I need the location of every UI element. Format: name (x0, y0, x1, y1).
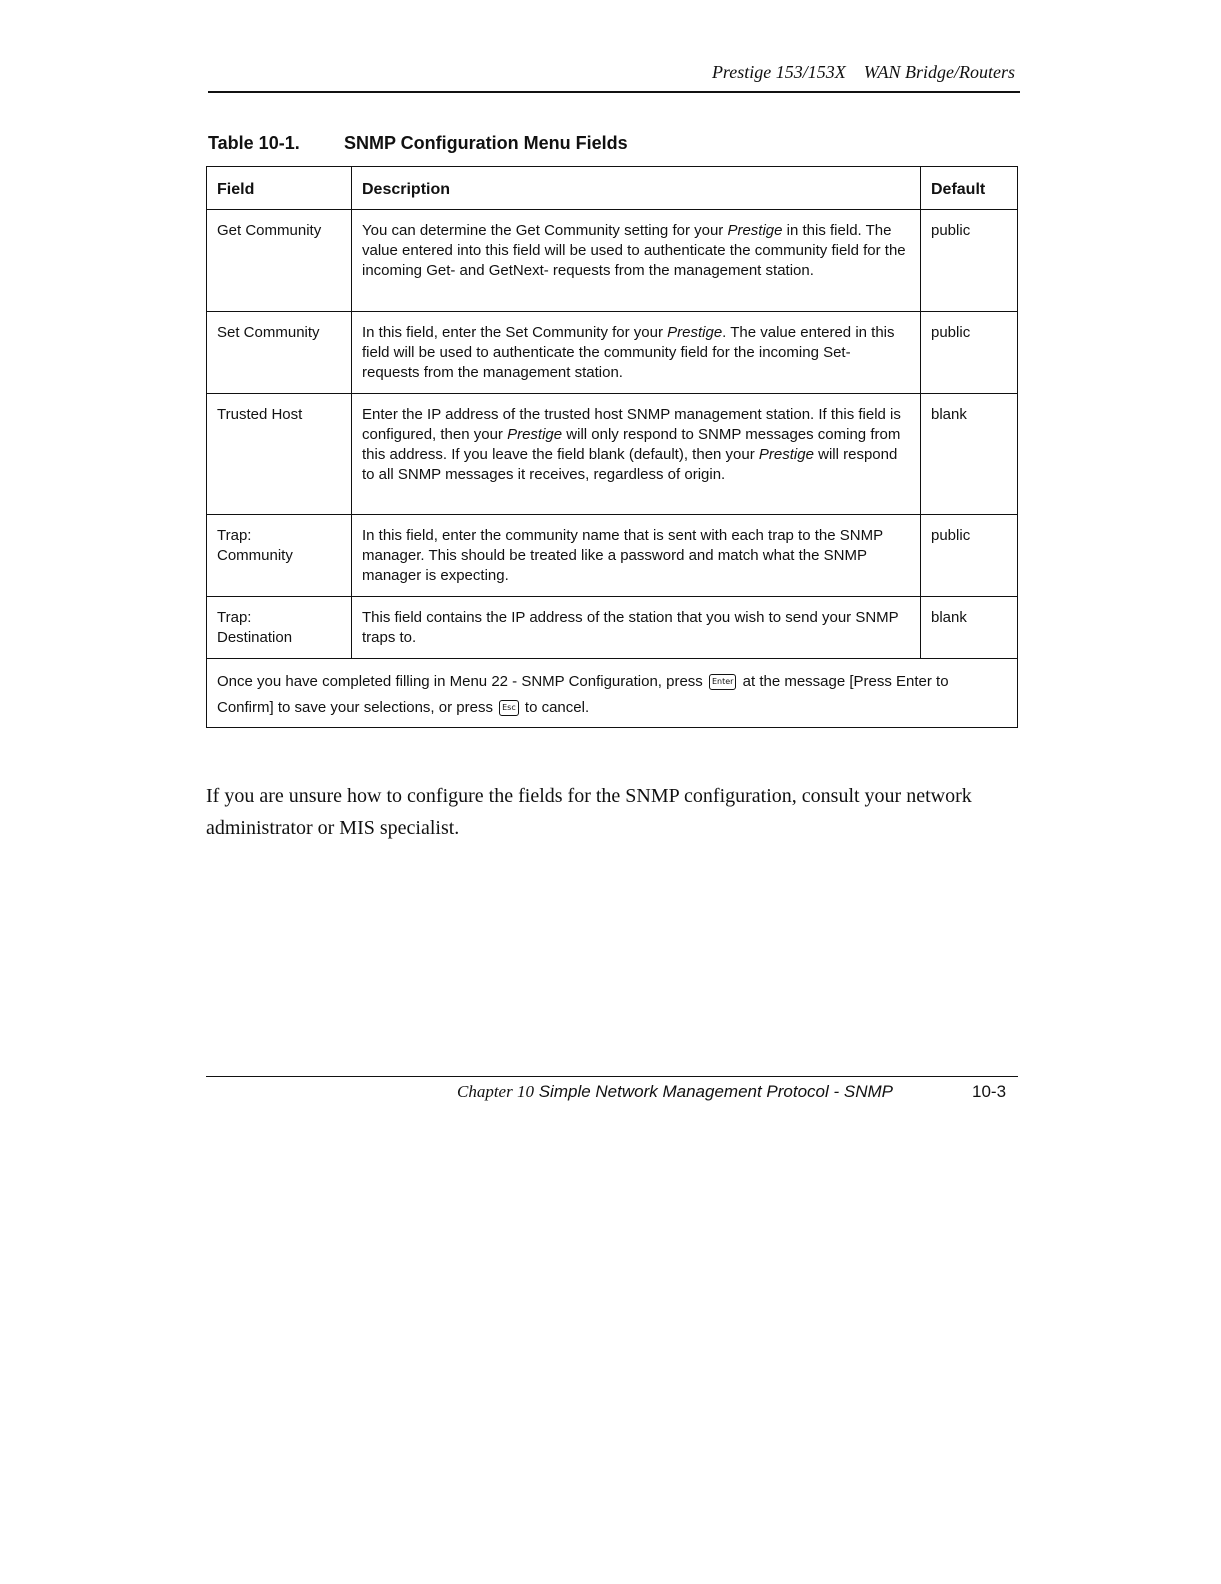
field-cell: Trusted Host (207, 394, 352, 515)
header-product: Prestige 153/153X (711, 62, 846, 82)
product-name: Prestige (758, 446, 814, 463)
default-cell: blank (921, 394, 1018, 515)
field-label-line: Trap: (217, 527, 252, 544)
default-cell: public (921, 210, 1018, 312)
product-name: Prestige (507, 426, 563, 443)
table-row-trap-destination (207, 597, 1018, 659)
field-cell: Set Community (207, 312, 352, 394)
table-row-trusted-host (207, 394, 1018, 515)
description-text: will respond to all SNMP messages it receives, regardless of origin. (362, 446, 898, 483)
description-text: will only respond to SNMP messages coming from this address. If you leave the field blank (default), then your (362, 426, 901, 463)
description-cell: This field contains the IP address of the station that you wish to send your SNMP traps to. (352, 597, 921, 659)
field-cell: Get Community (207, 210, 352, 312)
table-caption (208, 133, 628, 154)
table-note (207, 659, 1018, 728)
default-cell: blank (921, 597, 1018, 659)
field-label-line: Community (217, 547, 293, 564)
description-text: in this field. The value entered into this field will be used to authenticate the community field for the incoming Get- and GetNext- requests from the management station. (362, 222, 906, 279)
table-title: SNMP Configuration Menu Fields (344, 133, 628, 153)
note-text: Once you have completed filling in Menu 22 - SNMP Configuration, press (217, 673, 707, 690)
chapter-number: Chapter 10 (457, 1082, 534, 1101)
snmp-fields-table (206, 166, 1018, 728)
header-subtitle: WAN Bridge/Routers (863, 62, 1015, 82)
chapter-title: Simple Network Management Protocol - SNMP (538, 1082, 894, 1101)
table-row-set-community (207, 312, 1018, 394)
note-text: at the message [Press Enter to Confirm] to save your selections, or press (217, 673, 949, 716)
field-label-line: Destination (217, 629, 293, 646)
column-header-description: Description (352, 167, 921, 210)
table-row-trap-community (207, 515, 1018, 597)
table-number: Table 10-1. (208, 133, 300, 153)
default-cell: public (921, 312, 1018, 394)
description-text: In this field, enter the Set Community for your (362, 324, 668, 341)
column-header-field: Field (207, 167, 352, 210)
description-cell: In this field, enter the community name that is sent with each trap to the SNMP manager. This should be treated like a password and match what the SNMP manager is expecting. (352, 515, 921, 597)
field-cell (207, 597, 352, 659)
description-cell (352, 210, 921, 312)
note-text: to cancel. (520, 699, 590, 716)
product-name: Prestige (667, 324, 723, 341)
footer-rule (206, 1076, 1018, 1077)
esc-key-icon: Esc (499, 700, 519, 716)
page-number: 10-3 (972, 1082, 1007, 1101)
description-text: . The value entered in this field will be used to authenticate the community field for the incoming Set- requests from the management station. (362, 324, 895, 381)
enter-key-icon: Enter (709, 674, 736, 690)
description-cell (352, 312, 921, 394)
product-name: Prestige (727, 222, 783, 239)
description-text: Enter the IP address of the trusted host SNMP management station. If this field is configured, then your (362, 406, 901, 443)
table-header-row (207, 167, 1018, 210)
field-cell (207, 515, 352, 597)
column-header-default: Default (921, 167, 1018, 210)
description-text: You can determine the Get Community setting for your (362, 222, 728, 239)
field-label-line: Trap: (217, 609, 252, 626)
table-row-get-community (207, 210, 1018, 312)
description-cell (352, 394, 921, 515)
body-paragraph: If you are unsure how to configure the fields for the SNMP configuration, consult your network administrator or MIS specialist. (206, 785, 972, 839)
default-cell: public (921, 515, 1018, 597)
running-header (712, 62, 1015, 83)
footer-chapter (457, 1082, 893, 1102)
table-note-row (207, 659, 1018, 728)
header-rule (208, 91, 1020, 93)
